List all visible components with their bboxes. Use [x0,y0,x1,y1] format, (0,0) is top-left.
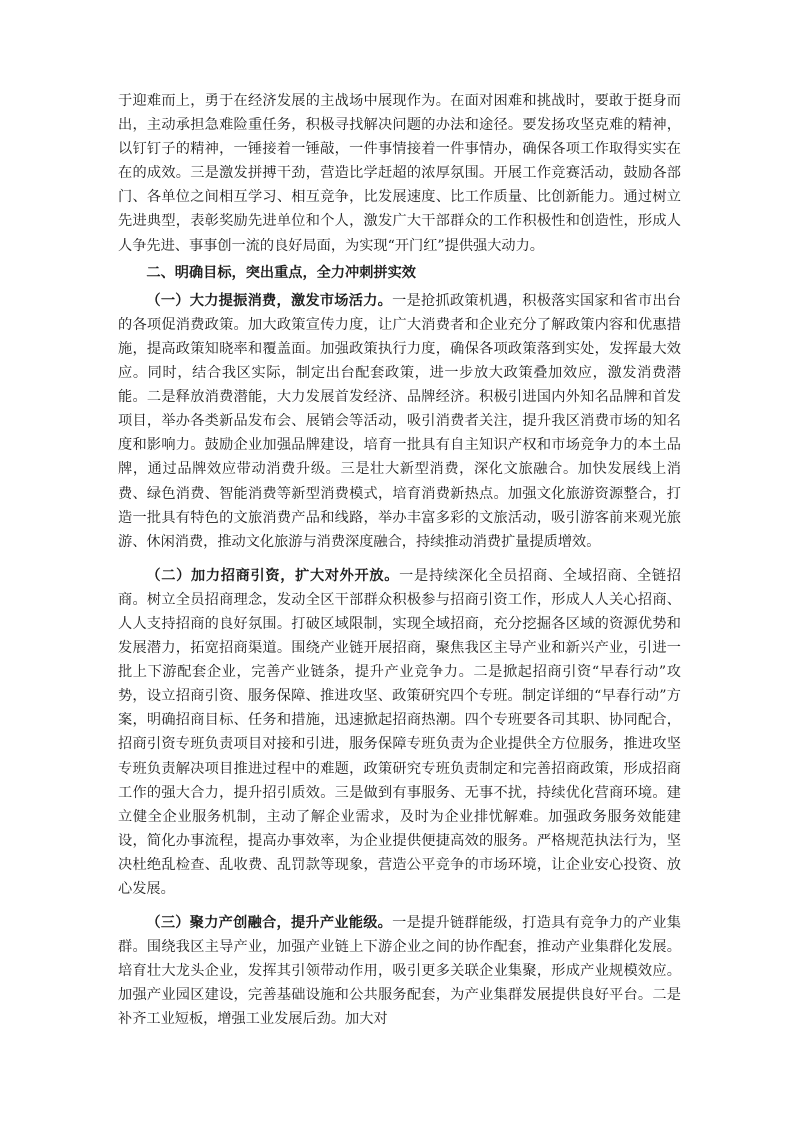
subsection-lead: （一）大力提振消费，激发市场活力。 [146,292,393,309]
subsection-body: 一是抢抓政策机遇，积极落实国家和省市出台的各项促消费政策。加大政策宣传力度，让广大消费者和企业充分了解政策内容和优惠措施，提高政策知晓率和覆盖面。加强政策执行力度，确保各项政策落到实处，发挥最大效应。同时，结合我区实际，制定出台配套政策，进一步放大政策叠加效应，激发消费潜能。二是释放消费潜能，大力发展首发经济、品牌经济。积极引进国内外知名品牌和首发项目，举办各类新品发布会、展销会等活动，吸引消费者关注，提升我区消费市场的知名度和影响力。鼓励企业加强品牌建设，培育一批具有自主知识产权和市场竞争力的本土品牌，通过品牌效应带动消费升级。三是壮大新型消费，深化文旅融合。加快发展线上消费、绿色消费、智能消费等新型消费模式，培育消费新热点。加强文化旅游资源整合，打造一批具有特色的文旅消费产品和线路，举办丰富多彩的文旅活动，吸引游客前来观光旅游、休闲消费，推动文化旅游与消费深度融合，持续推动消费扩量提质增效。 [118,292,681,550]
subsection-investment [118,564,681,901]
subsection-industry [118,911,681,1031]
subsection-body: 一是提升链群能级，打造具有竞争力的产业集群。围绕我区主导产业，加强产业链上下游企业之间的协作配套，推动产业集群化发展。培育壮大龙头企业，发挥其引领带动作用，吸引更多关联企业集聚，形成产业规模效应。加强产业园区建设，完善基础设施和公共服务配套，为产业集群发展提供良好平台。二是补齐工业短板，增强工业发展后劲。加大对 [118,915,681,1028]
subsection-consumption [118,289,681,554]
subsection-lead: （二）加力招商引资，扩大对外开放。 [146,567,400,584]
section-two-heading: 二、明确目标，突出重点，全力冲刺拼实效 [146,264,416,281]
intro-paragraph: 于迎难而上，勇于在经济发展的主战场中展现作为。在面对困难和挑战时，要敢于挺身而出，主动承担急难险重任务，积极寻找解决问题的办法和途径。要发扬攻坚克难的精神，以钉钉子的精神，一锤接着一锤敲，一件事情接着一件事情办，确保各项工作取得实实在在的成效。三是激发拼搏干劲，营造比学赶超的浓厚氛围。开展工作竞赛活动，鼓励各部门、各单位之间相互学习、相互竞争，比发展速度、比工作质量、比创新能力。通过树立先进典型，表彰奖励先进单位和个人，激发广大干部群众的工作积极性和创造性，形成人人争先进、事事创一流的良好局面，为实现“开门红”提供强大动力。 [118,93,681,254]
subsection-lead: （三）聚力产创融合，提升产业能级。 [146,915,393,932]
subsection-body: 一是持续深化全员招商、全域招商、全链招商。树立全员招商理念，发动全区干部群众积极参与招商引资工作，形成人人关心招商、人人支持招商的良好氛围。打破区域限制，实现全域招商，充分挖掘各区域的资源优势和发展潜力，拓宽招商渠道。围绕产业链开展招商，聚焦我区主导产业和新兴产业，引进一批上下游配套企业，完善产业链条，提升产业竞争力。二是掀起招商引资“早春行动”攻势，设立招商引资、服务保障、推进攻坚、政策研究四个专班。制定详细的“早春行动”方案，明确招商目标、任务和措施，迅速掀起招商热潮。四个专班要各司其职、协同配合，招商引资专班负责项目对接和引进，服务保障专班负责为企业提供全方位服务，推进攻坚专班负责解决项目推进过程中的难题，政策研究专班负责制定和完善招商政策，形成招商工作的强大合力，提升招引质效。三是做到有事服务、无事不扰，持续优化营商环境。建立健全企业服务机制，主动了解企业需求，及时为企业排忧解难。加强政务服务效能建设，简化办事流程，提高办事效率，为企业提供便捷高效的服务。严格规范执法行为，坚决杜绝乱检查、乱收费、乱罚款等现象，营造公平竞争的市场环境，让企业安心投资、放心发展。 [118,567,681,897]
document-page [118,89,681,1032]
